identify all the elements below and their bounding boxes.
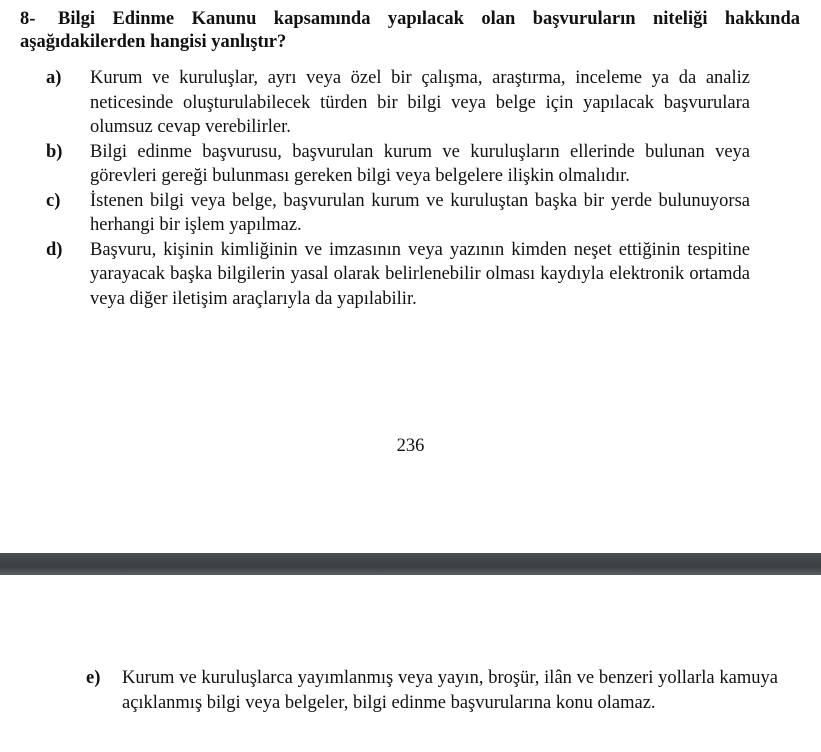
answer-options	[46, 66, 750, 311]
option-text: İstenen bilgi veya belge, başvurulan kurum ve kuruluştan başka bir yerde bulunuyorsa herhangi bir işlem yapılmaz.	[90, 190, 750, 235]
option-letter: b)	[46, 141, 63, 162]
option-d	[46, 238, 750, 312]
option-text: Kurum ve kuruluşlar, ayrı veya özel bir çalışma, araştırma, inceleme ya da analiz neticesinde oluşturulabilecek türden bir bilgi veya belge için yapılacak başvurulara olumsuz cevap verebilirler.	[90, 68, 750, 137]
option-a	[46, 66, 750, 140]
page-divider	[0, 553, 821, 575]
document-page-bottom	[0, 575, 821, 752]
option-c	[46, 189, 750, 238]
option-letter: c)	[46, 190, 61, 211]
question-heading	[20, 8, 800, 54]
option-letter: e)	[86, 668, 101, 688]
option-letter: a)	[46, 68, 62, 88]
question-number: 8-	[20, 9, 36, 29]
option-e	[86, 666, 778, 715]
option-text: Kurum ve kuruluşlarca yayımlanmış veya yayın, broşür, ilân ve benzeri yollarla kamuya açıklanmış bilgi veya belgeler, bilgi edinme başvurularına konu olamaz.	[122, 668, 778, 713]
answer-options-continued	[86, 666, 778, 715]
option-text: Başvuru, kişinin kimliğinin ve imzasının veya yazının kimden neşet ettiğinin tespitine yarayacak başka bilgilerin yasal olarak belirlenebilir olması kaydıyla elektronik ortamda veya diğer iletişim araçlarıyla da yapılabilir.	[90, 239, 750, 309]
option-letter: d)	[46, 239, 63, 260]
option-text: Bilgi edinme başvurusu, başvurulan kurum ve kuruluşların ellerinde bulunan veya görevleri gereği bulunması gereken bilgi veya belgelere ilişkin olmalıdır.	[90, 141, 750, 186]
option-b	[46, 140, 750, 189]
question-text: Bilgi Edinme Kanunu kapsamında yapılacak olan başvuruların niteliği hakkında aşağıdakilerden hangisi yanlıştır?	[20, 9, 800, 52]
page-number: 236	[396, 436, 425, 456]
